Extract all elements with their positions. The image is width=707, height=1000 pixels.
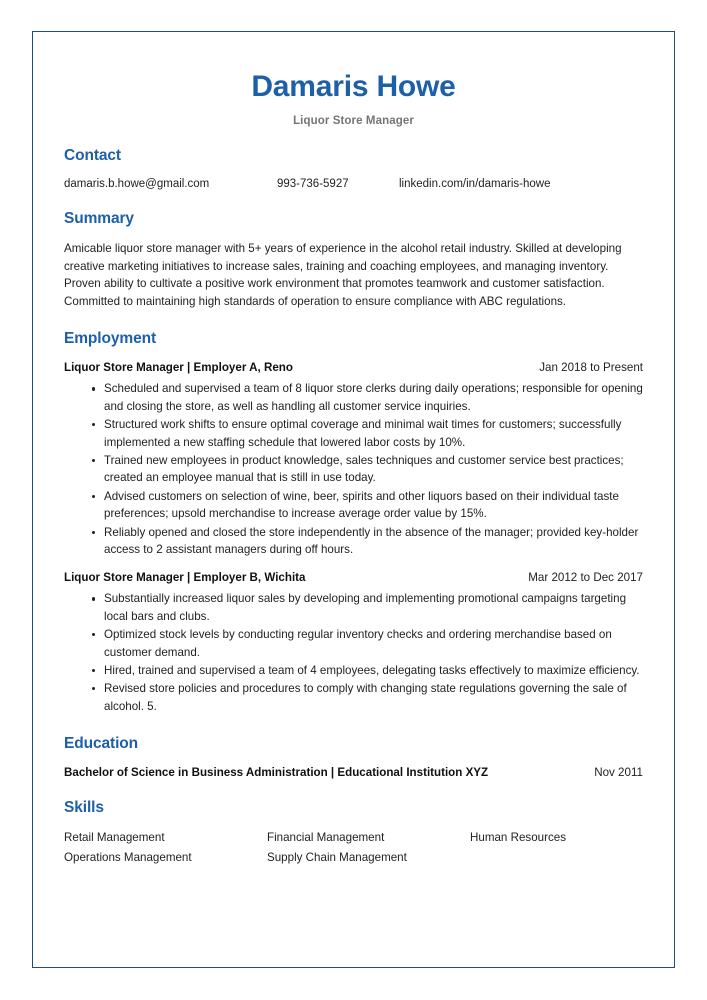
employment-bullet: Hired, trained and supervised a team of 4 employees, delegating tasks effectively to maximize efficiency. bbox=[92, 662, 643, 679]
section-title-summary: Summary bbox=[64, 210, 134, 227]
contact-email[interactable]: damaris.b.howe@gmail.com bbox=[64, 178, 210, 190]
employment-bullet-list bbox=[64, 380, 643, 558]
section-employment bbox=[64, 330, 643, 715]
employment-bullet: Revised store policies and procedures to comply with changing state regulations governing the sale of alcohol. 5. bbox=[92, 680, 643, 715]
resume-page bbox=[32, 31, 675, 968]
education-entry bbox=[64, 766, 643, 779]
summary-paragraph: Amicable liquor store manager with 5+ years of experience in the alcohol retail industry. Skilled at developing creative marketing initiatives to increase sales, training and coaching employees, and managing inventory. Proven ability to cultivate a positive work environment that promotes teamwork and customer satisfaction. Committed to maintaining high standards of operation to ensure compliance with ABC regulations. bbox=[64, 242, 622, 308]
section-contact bbox=[64, 147, 643, 190]
contact-details-row bbox=[64, 178, 643, 190]
employment-job-title: Liquor Store Manager | Employer A, Reno bbox=[64, 361, 293, 375]
skill-item bbox=[470, 850, 643, 867]
skill-item: Human Resources bbox=[470, 831, 567, 845]
employment-job-date: Jan 2018 to Present bbox=[539, 361, 643, 375]
contact-linkedin[interactable]: linkedin.com/in/damaris-howe bbox=[399, 178, 551, 190]
education-degree: Bachelor of Science in Business Administration | Educational Institution XYZ bbox=[64, 766, 489, 780]
employment-bullet: Reliably opened and closed the store independently in the absence of the manager; provided key-holder access to 2 assistant managers during off hours. bbox=[92, 524, 643, 559]
section-skills bbox=[64, 799, 643, 867]
employment-bullet: Substantially increased liquor sales by developing and implementing promotional campaigns targeting local bars and clubs. bbox=[92, 590, 643, 625]
section-summary bbox=[64, 210, 643, 310]
employment-bullet-list bbox=[64, 590, 643, 715]
education-date: Nov 2011 bbox=[594, 766, 643, 780]
employment-entry-header bbox=[64, 571, 643, 584]
skill-item: Operations Management bbox=[64, 850, 192, 864]
employment-job-title: Liquor Store Manager | Employer B, Wichita bbox=[64, 571, 306, 585]
section-education bbox=[64, 735, 643, 779]
employment-entry bbox=[64, 571, 643, 715]
employment-job-date: Mar 2012 to Dec 2017 bbox=[528, 571, 643, 585]
contact-phone[interactable]: 993-736-5927 bbox=[277, 178, 349, 190]
employment-bullet: Trained new employees in product knowledge, sales techniques and customer service best practices; created an employee manual that is still in use today. bbox=[92, 452, 643, 487]
employment-bullet: Advised customers on selection of wine, beer, spirits and other liquors based on their individual taste preferences; upsold merchandise to increase average order value by 15%. bbox=[92, 488, 643, 523]
skill-item: Retail Management bbox=[64, 831, 165, 845]
section-title-skills: Skills bbox=[64, 799, 104, 817]
employment-entry bbox=[64, 361, 643, 558]
skill-item: Supply Chain Management bbox=[267, 850, 407, 864]
employment-entry-header bbox=[64, 361, 643, 374]
candidate-job-title: Liquor Store Manager bbox=[293, 115, 414, 127]
resume-content bbox=[33, 32, 674, 867]
employment-bullet: Optimized stock levels by conducting regular inventory checks and ordering merchandise based on customer demand. bbox=[92, 626, 643, 661]
employment-bullet: Scheduled and supervised a team of 8 liquor store clerks during daily operations; responsible for opening and closing the store, as well as handling all customer service inquiries. bbox=[92, 380, 643, 415]
section-title-employment: Employment bbox=[64, 330, 157, 348]
skill-item: Financial Management bbox=[267, 831, 385, 845]
section-title-education: Education bbox=[64, 735, 139, 753]
skills-grid bbox=[64, 830, 643, 867]
candidate-name: Damaris Howe bbox=[251, 70, 456, 103]
section-title-contact: Contact bbox=[64, 147, 121, 164]
employment-bullet: Structured work shifts to ensure optimal coverage and minimal wait times for customers; successfully implemented a new staffing schedule that lowered labor costs by 10%. bbox=[92, 416, 643, 451]
